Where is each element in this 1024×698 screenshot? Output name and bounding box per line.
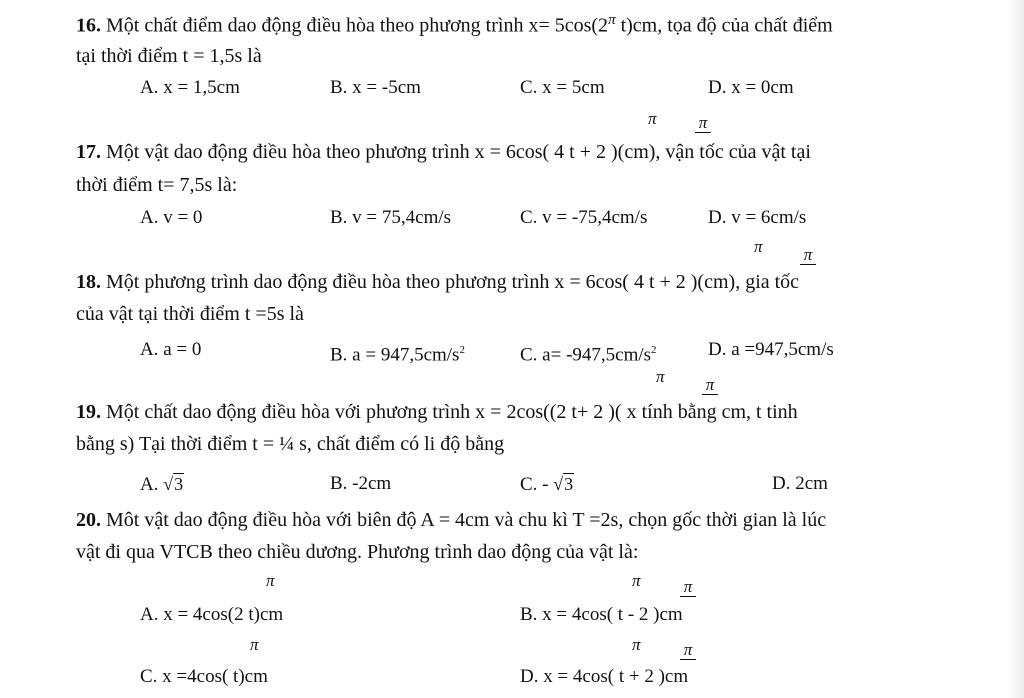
fraction-numerator: π (702, 376, 718, 395)
pi-symbol: π (266, 571, 275, 590)
fraction-pi-over-2 (800, 246, 816, 265)
question-17-line-2: thời điểm t= 7,5s là: (76, 174, 238, 196)
question-17-number: 17. (76, 141, 101, 163)
question-18-number: 18. (76, 271, 101, 293)
question-19-option-a (140, 472, 184, 497)
fraction-numerator: π (680, 641, 696, 660)
question-19-option-d: D. 2cm (772, 473, 828, 494)
question-18-option-c (520, 338, 657, 367)
question-18-option-d: D. a =947,5cm/s (708, 339, 834, 360)
pi-symbol: π (632, 571, 641, 590)
question-20-number: 20. (76, 509, 101, 531)
page-edge-shadow (1008, 0, 1024, 698)
question-20-line-1 (76, 508, 826, 532)
radicand: 3 (564, 474, 574, 494)
question-18-option-b (330, 338, 465, 367)
question-16-option-a: A. x = 1,5cm (140, 77, 240, 98)
question-20-option-d: D. x = 4cos( t + 2 )cm (520, 666, 689, 687)
fraction-pi-over-2 (695, 114, 711, 133)
option-label: C. - (520, 474, 554, 495)
fraction-numerator: π (695, 114, 711, 133)
question-16-text-a: Một chất điểm dao động điều hòa theo phương trình x= 5cos(2 (101, 14, 609, 37)
question-17-option-c: C. v = -75,4cm/s (520, 207, 648, 228)
question-17-line-1 (76, 140, 811, 164)
question-18-line-1 (76, 270, 799, 294)
question-19-line-1 (76, 400, 798, 424)
radicand: 3 (174, 474, 184, 494)
option-label: A. (140, 474, 164, 495)
fraction-numerator: π (800, 246, 816, 265)
question-16-option-d: D. x = 0cm (708, 77, 794, 98)
question-16-text-b: t)cm, tọa độ của chất điểm (615, 14, 833, 37)
question-16-line-2: tại thời điểm t = 1,5s là (76, 45, 262, 67)
question-19-number: 19. (76, 401, 101, 423)
question-17-option-b: B. v = 75,4cm/s (330, 207, 452, 228)
pi-symbol: π (608, 12, 616, 28)
question-16-line-1 (76, 8, 833, 38)
pi-symbol: π (656, 367, 665, 386)
question-18-option-a: A. a = 0 (140, 339, 202, 360)
question-17-text: Một vật dao động điều hòa theo phương trình x = 6cos( 4 t + 2 )(cm), vận tốc của vật tại (101, 141, 811, 163)
fraction-numerator: π (680, 578, 696, 597)
question-18-line-2: của vật tại thời điểm t =5s là (76, 303, 304, 325)
question-19-option-c (520, 472, 574, 497)
question-18-text: Một phương trình dao động điều hòa theo phương trình x = 6cos( 4 t + 2 )(cm), gia tốc (101, 271, 800, 293)
question-20-line-2: vật đi qua VTCB theo chiều dương. Phương trình dao động của vật là: (76, 541, 639, 563)
question-19-text: Một chất dao động điều hòa với phương trình x = 2cos((2 t+ 2 )( x tính bằng cm, t tinh (101, 401, 798, 423)
option-text: B. a = 947,5cm/s (330, 344, 460, 366)
pi-symbol: π (250, 635, 259, 654)
question-17-option-d: D. v = 6cm/s (708, 207, 807, 228)
question-19-option-b: B. -2cm (330, 473, 392, 494)
superscript: 2 (459, 344, 465, 356)
question-16-option-c: C. x = 5cm (520, 77, 605, 98)
fraction-pi-over-2 (680, 641, 696, 660)
question-20-text: Môt vật dao động điều hòa với biên độ A = 4cm và chu kì T =2s, chọn gốc thời gian là lúc (101, 509, 827, 531)
question-17-option-a: A. v = 0 (140, 207, 203, 228)
square-root: √3 (163, 474, 184, 494)
square-root: √3 (553, 474, 574, 494)
question-20-option-c: C. x =4cos( t)cm (140, 666, 268, 687)
question-19-line-2: bằng s) Tại thời điểm t = ¼ s, chất điểm có li độ bằng (76, 433, 505, 455)
fraction-pi-over-2 (680, 578, 696, 597)
question-20-option-a: A. x = 4cos(2 t)cm (140, 604, 284, 625)
option-text: C. a= -947,5cm/s (520, 344, 652, 366)
pi-symbol: π (632, 635, 641, 654)
question-16-number: 16. (76, 14, 101, 37)
pi-symbol: π (648, 109, 657, 128)
question-20-option-b: B. x = 4cos( t - 2 )cm (520, 604, 683, 625)
fraction-pi-over-2 (702, 376, 718, 395)
question-16-option-b: B. x = -5cm (330, 77, 421, 98)
superscript: 2 (651, 344, 657, 356)
pi-symbol: π (754, 237, 763, 256)
